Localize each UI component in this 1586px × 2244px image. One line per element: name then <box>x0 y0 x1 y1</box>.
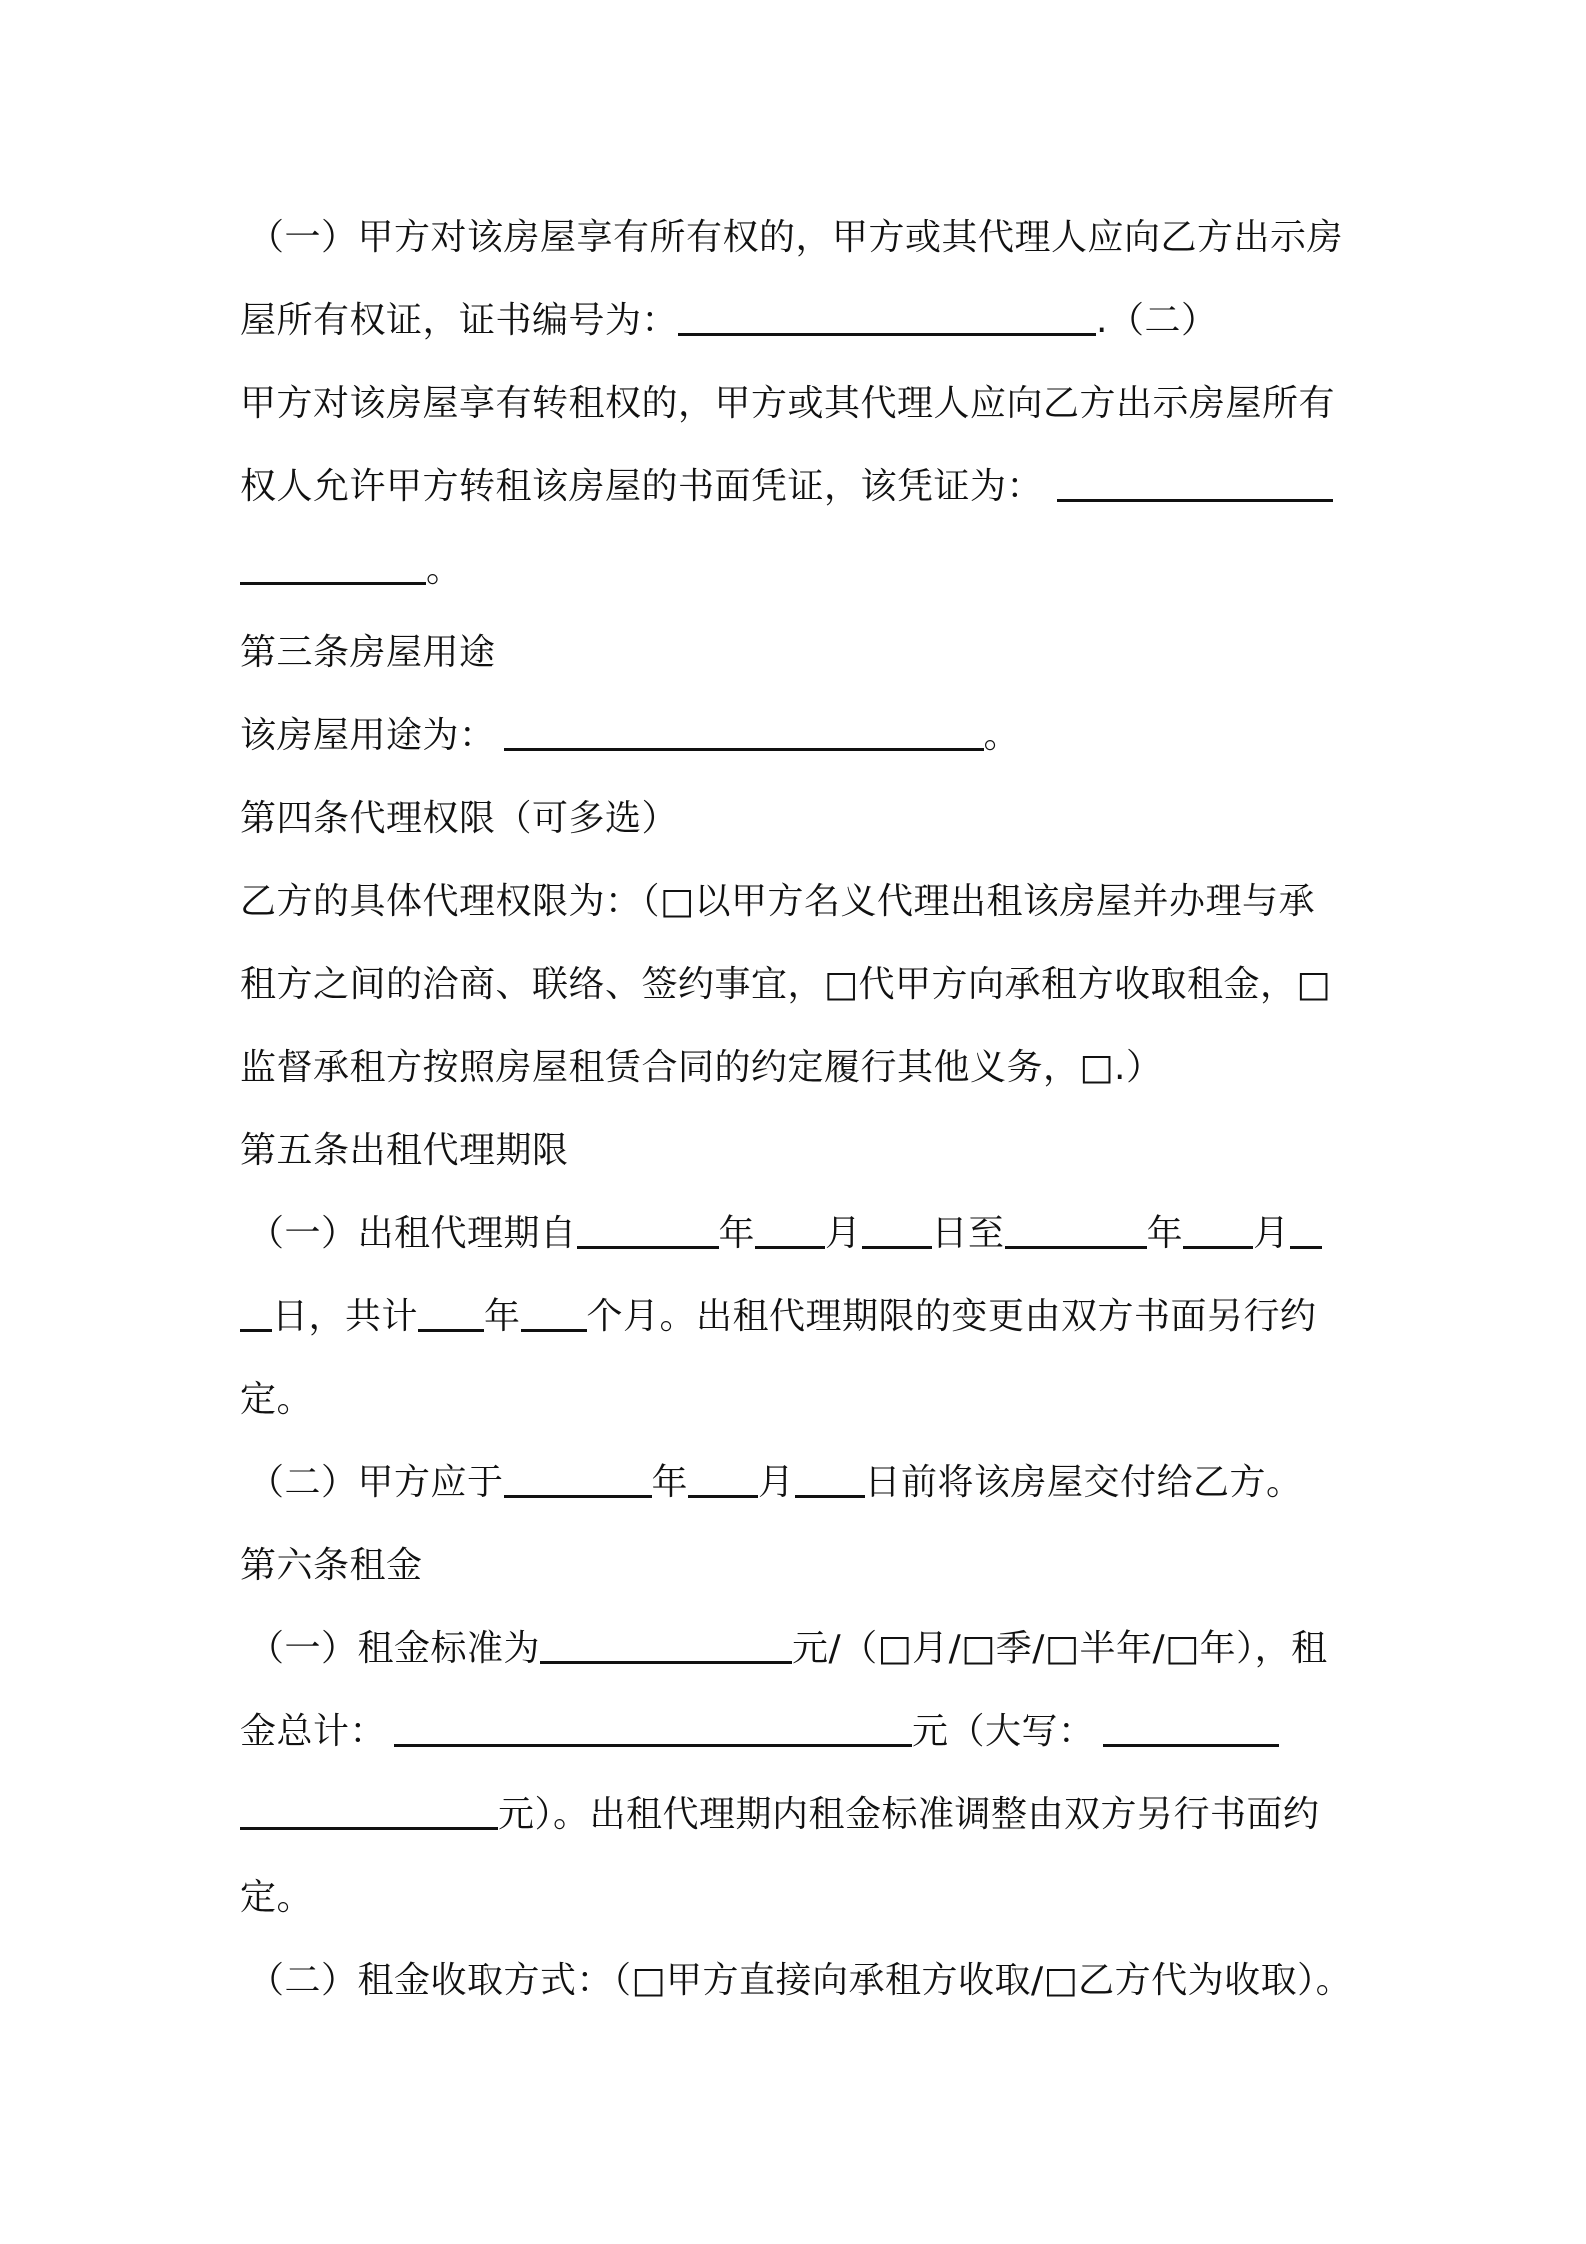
text: 年 <box>484 1296 521 1337</box>
blank-house-use[interactable] <box>504 700 984 751</box>
text: 年 <box>1146 1213 1184 1254</box>
text: 元/（□月/□季/□半年/□年），租 <box>792 1628 1328 1669</box>
section-heading <box>240 611 1360 694</box>
text: 金总计： <box>240 1711 387 1752</box>
clause-line <box>240 1441 1360 1524</box>
blank-sublease-voucher-cont[interactable] <box>240 534 426 585</box>
text: 年 <box>718 1213 756 1254</box>
section-heading <box>240 1524 1360 1607</box>
blank-delivery-year[interactable] <box>504 1447 652 1498</box>
clause-line <box>240 362 1360 445</box>
clause-line <box>240 1358 1360 1441</box>
clause-line <box>240 694 1360 777</box>
clause-line <box>240 445 1360 528</box>
clause-line <box>240 528 1360 611</box>
text: 定。 <box>240 1877 314 1918</box>
blank-certificate-number[interactable] <box>678 285 1096 336</box>
blank-total-months[interactable] <box>521 1281 587 1332</box>
clause-line <box>240 1773 1360 1856</box>
blank-rent-total-capital[interactable] <box>1103 1696 1279 1747</box>
text: （二）租金收取方式：（□甲方直接向承租方收取/□乙方代为收取）。 <box>248 1960 1353 2001</box>
text: .（二） <box>1096 300 1218 341</box>
text: 乙方的具体代理权限为：（□以甲方名义代理出租该房屋并办理与承 <box>240 881 1316 922</box>
text: 月 <box>758 1462 795 1503</box>
blank-rent-total-capital-cont[interactable] <box>240 1779 498 1830</box>
text: 。 <box>983 715 1021 756</box>
text: 屋所有权证，证书编号为： <box>240 300 679 341</box>
blank-sublease-voucher[interactable] <box>1057 451 1333 502</box>
clause-line <box>240 860 1360 943</box>
heading-house-use: 第三条房屋用途 <box>240 632 496 673</box>
contract-body <box>240 196 1360 2022</box>
blank-end-month[interactable] <box>1183 1198 1253 1249</box>
blank-start-year[interactable] <box>577 1198 719 1249</box>
text: 监督承租方按照房屋租赁合同的约定履行其他义务，□.） <box>240 1047 1163 1088</box>
clause-line <box>240 1026 1360 1109</box>
text: 租方之间的洽商、联络、签约事宜，□代甲方向承租方收取租金，□ <box>240 964 1332 1005</box>
text: 元）。出租代理期内租金标准调整由双方另行书面约 <box>498 1794 1320 1835</box>
text: 日前将该房屋交付给乙方。 <box>864 1462 1303 1503</box>
blank-start-month[interactable] <box>755 1198 825 1249</box>
clause-line <box>240 943 1360 1026</box>
blank-end-day-cont[interactable] <box>240 1281 272 1332</box>
blank-rent-standard[interactable] <box>540 1613 792 1664</box>
heading-rent: 第六条租金 <box>240 1545 423 1586</box>
clause-line <box>240 196 1360 279</box>
blank-end-day[interactable] <box>1290 1198 1322 1249</box>
section-heading <box>240 1109 1360 1192</box>
blank-rent-total[interactable] <box>394 1696 912 1747</box>
blank-total-years[interactable] <box>418 1281 484 1332</box>
text: 日，共计 <box>272 1296 419 1337</box>
clause-line <box>240 1275 1360 1358</box>
clause-line <box>240 1939 1360 2022</box>
blank-delivery-day[interactable] <box>795 1447 865 1498</box>
text: 月 <box>1253 1213 1290 1254</box>
text: 该房屋用途为： <box>240 715 496 756</box>
text: 元（大写： <box>912 1711 1095 1752</box>
text: 甲方对该房屋享有转租权的，甲方或其代理人应向乙方出示房屋所有 <box>240 383 1336 424</box>
blank-start-day[interactable] <box>862 1198 932 1249</box>
clause-line <box>240 1607 1360 1690</box>
clause-line <box>240 1856 1360 1939</box>
clause-line <box>240 1192 1360 1275</box>
clause-line <box>240 279 1360 362</box>
text: 日至 <box>931 1213 1005 1254</box>
section-heading <box>240 777 1360 860</box>
heading-agency-period: 第五条出租代理期限 <box>240 1130 569 1171</box>
text: （二）甲方应于 <box>248 1462 504 1503</box>
heading-agency-authority: 第四条代理权限（可多选） <box>240 798 679 839</box>
text: 月 <box>825 1213 862 1254</box>
clause-line <box>240 1690 1360 1773</box>
text: 个月。出租代理期限的变更由双方书面另行约 <box>586 1296 1317 1337</box>
text: （一）甲方对该房屋享有所有权的，甲方或其代理人应向乙方出示房 <box>248 217 1344 258</box>
text: （一）租金标准为 <box>248 1628 541 1669</box>
blank-end-year[interactable] <box>1005 1198 1147 1249</box>
text: （一）出租代理期自 <box>248 1213 577 1254</box>
text: 定。 <box>240 1379 314 1420</box>
text: 权人允许甲方转租该房屋的书面凭证，该凭证为： <box>240 466 1044 507</box>
text: 年 <box>651 1462 689 1503</box>
blank-delivery-month[interactable] <box>688 1447 758 1498</box>
text: 。 <box>426 549 463 590</box>
